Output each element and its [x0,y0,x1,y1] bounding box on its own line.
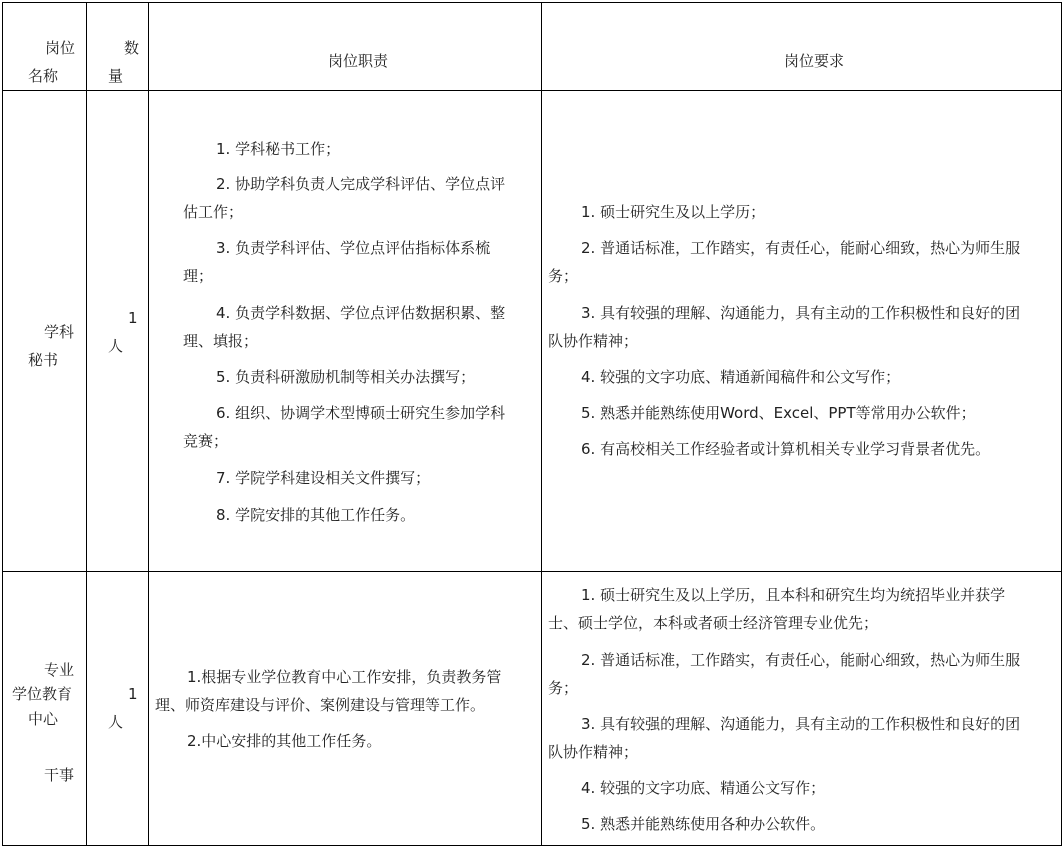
row-2-name-line-3: 中心 [28,710,59,728]
row-1-requirement-line: 5. 熟悉并能熟练使用Word、Excel、PPT等常用办公软件； [581,404,976,422]
row-2-duty-line: 理、师资库建设与评价、案例建设与管理等工作。 [155,696,486,714]
row-1-name-line-2: 秘书 [28,351,59,369]
row-1-name-line-1: 学科 [44,323,75,341]
row-1-requirement-line: 2. 普通话标准，工作踏实，有责任心，能耐心细致，热心为师生服 [581,239,1021,257]
row-1-requirement-line: 4. 较强的文字功底、精通新闻稿件和公文写作； [581,368,901,386]
row-2-requirement-line: 2. 普通话标准，工作踏实，有责任心，能耐心细致，热心为师生服 [581,651,1021,669]
row-2-name-line-4: 干事 [44,766,75,784]
row-1-duty-line: 1. 学科秘书工作； [216,140,341,158]
row-1-duty-line: 5. 负责科研激励机制等相关办法撰写； [216,368,476,386]
table-border-top [2,2,1062,3]
row-1-requirement-line: 6. 有高校相关工作经验者或计算机相关专业学习背景者优先。 [581,440,991,458]
table-border-bottom [2,845,1062,846]
row-2-name-line-2: 学位教育 [12,685,73,703]
row-divider [2,571,1062,572]
column-divider-name-count [86,2,87,845]
row-2-requirement-line: 4. 较强的文字功底、精通公文写作； [581,779,826,797]
row-1-duty-line: 3. 负责学科评估、学位点评估指标体系梳 [216,239,491,257]
row-1-duty-line: 2. 协助学科负责人完成学科评估、学位点评 [216,175,506,193]
header-count-line-1: 数 [124,39,140,57]
header-name-line-1: 岗位 [45,39,76,57]
row-1-count-unit: 人 [108,337,124,355]
row-2-duty-line: 2.中心安排的其他工作任务。 [187,732,382,750]
row-2-duty-line: 1.根据专业学位教育中心工作安排，负责教务管 [187,668,502,686]
header-name-line-2: 名称 [28,67,59,85]
row-2-requirement-line: 队协作精神； [548,743,639,761]
header-requirements: 岗位要求 [784,52,845,70]
row-2-requirement-line: 3. 具有较强的理解、沟通能力，具有主动的工作积极性和良好的团 [581,715,1021,733]
row-1-requirement-line: 3. 具有较强的理解、沟通能力，具有主动的工作积极性和良好的团 [581,304,1021,322]
row-2-requirement-line: 1. 硕士研究生及以上学历，且本科和研究生均为统招毕业并获学 [581,586,1006,604]
row-2-requirement-line: 士、硕士学位，本科或者硕士经济管理专业优先； [548,614,879,632]
row-1-duty-line: 6. 组织、协调学术型博硕士研究生参加学科 [216,404,506,422]
column-divider-duties-requirements [541,2,542,845]
row-2-count-number: 1 [128,685,138,703]
row-1-duty-line: 理； [183,267,214,285]
row-1-duty-line: 估工作； [183,203,244,221]
table-border-right [1061,2,1062,845]
header-divider [2,90,1062,91]
row-1-requirement-line: 队协作精神； [548,332,639,350]
row-1-count-number: 1 [128,309,138,327]
row-2-requirement-line: 务； [548,679,579,697]
row-2-count-unit: 人 [108,713,124,731]
row-1-duty-line: 8. 学院安排的其他工作任务。 [216,506,416,524]
header-count-line-2: 量 [108,67,124,85]
row-2-name-line-1: 专业 [44,661,75,679]
row-2-requirement-line: 5. 熟悉并能熟练使用各种办公软件。 [581,815,826,833]
row-1-requirement-line: 1. 硕士研究生及以上学历； [581,203,766,221]
row-1-duty-line: 理、填报； [183,332,259,350]
row-1-duty-line: 竞赛； [183,432,229,450]
table-border-left [2,2,3,845]
column-divider-count-duties [148,2,149,845]
row-1-requirement-line: 务； [548,267,579,285]
header-duties: 岗位职责 [328,52,389,70]
row-1-duty-line: 7. 学院学科建设相关文件撰写； [216,469,431,487]
row-1-duty-line: 4. 负责学科数据、学位点评估数据积累、整 [216,304,506,322]
